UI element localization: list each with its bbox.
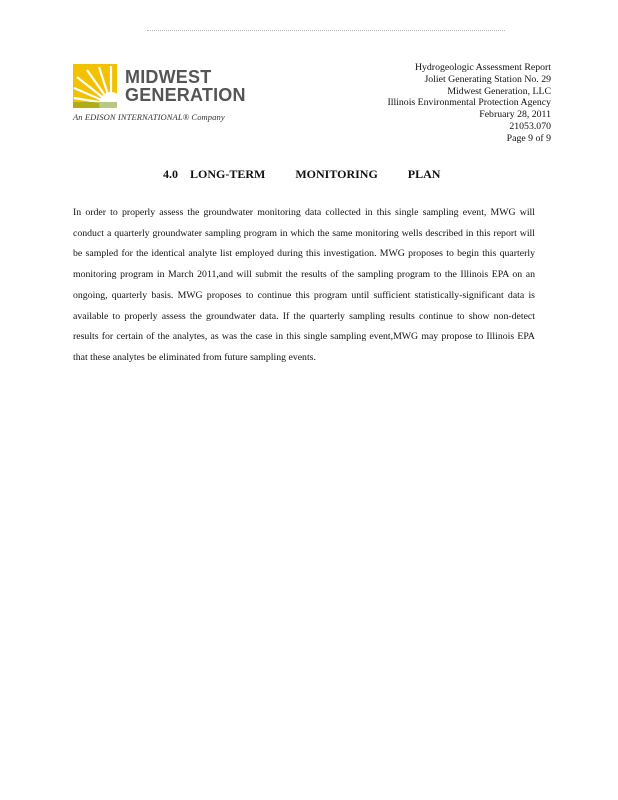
header-page-number: Page 9 of 9 xyxy=(506,132,551,144)
sunburst-icon xyxy=(73,64,117,108)
header-dotted-rule xyxy=(147,30,505,31)
logo-name-line1: MIDWEST xyxy=(125,67,212,87)
header-project-number: 21053.070 xyxy=(509,120,551,132)
section-title: 4.0 LONG-TERM MONITORING PLAN xyxy=(163,167,441,181)
header-station: Joliet Generating Station No. 29 xyxy=(424,73,551,85)
logo-name-line2: GENERATION xyxy=(125,85,246,105)
logo-wordmark xyxy=(125,68,246,104)
header-report-title: Hydrogeologic Assessment Report xyxy=(414,62,551,73)
logo-tagline: An EDISON INTERNATIONAL® Company xyxy=(73,112,225,122)
document-header xyxy=(387,62,551,145)
header-company: Midwest Generation, LLC xyxy=(447,85,551,97)
header-date: February 28, 2011 xyxy=(479,109,551,121)
section-body: In order to properly assess the groundwater monitoring data collected in this single sampling event, MWG will conduct a quarterly groundwater sampling program in which the same monitoring wells described in this report will be sampled for the identical analyte list employed during this investigation. MWG proposes to begin this quarterly monitoring program in March 2011,and will submit the results of the sampling program to the Illinois EPA on an ongoing, quarterly basis. MWG proposes to continue this program until sufficient statistically-significant data is available to properly assess the groundwater data. If the quarterly sampling results continue to show non-detect results for certain of the analytes, as was the case in this single sampling event,MWG may propose to Illinois EPA that these analytes be eliminated from future sampling events. xyxy=(73,207,535,363)
header-agency: Illinois Environmental Protection Agency xyxy=(387,97,551,109)
